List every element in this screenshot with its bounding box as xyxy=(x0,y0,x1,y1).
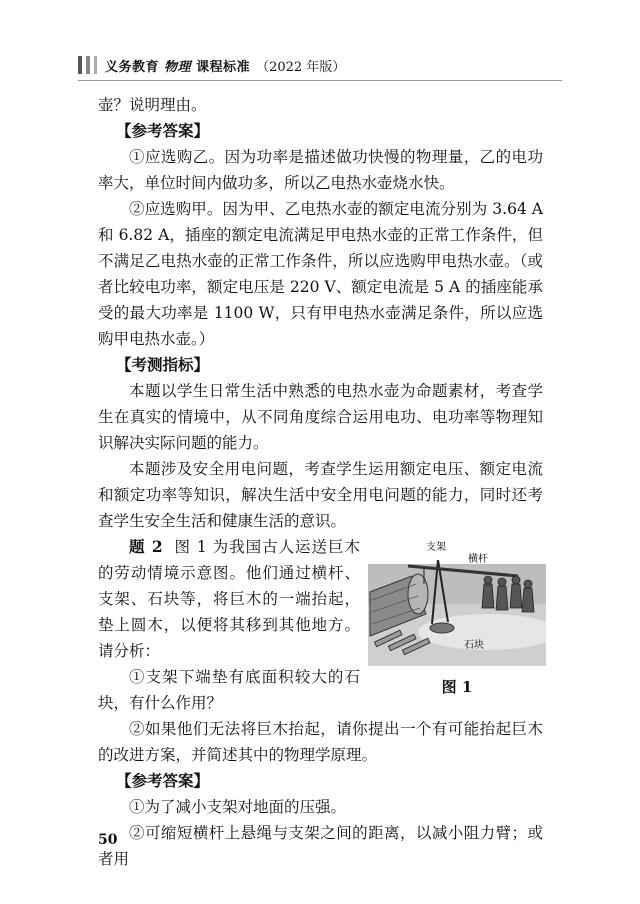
answer-2-1: ①为了减小支架对地面的压强。 xyxy=(129,798,347,816)
para-answer-2: ②应选购甲。因为甲、乙电热水壶的额定电流分别为 3.64 A 和 6.82 A，插座的额定电流满足甲电热水壶的正常工作条件，但不满足乙电热水壶的正常工作条件，所以应选购甲电热水壶。（或者比较电功率，额定电压是 220 V、额定电流是 5 A 的插座能承受的最大功率是 1100 W，只有甲电热水壶满足条件，所以应选购甲电热水壶。） xyxy=(98,200,543,348)
para-indicator-1: 本题以学生日常生活中熟悉的电热水壶为命题素材，考查学生在真实的情境中，从不同角度综合运用电功、电功率等物理知识解决实际问题的能力。 xyxy=(98,382,543,452)
label-lever: 横杆 xyxy=(468,554,488,565)
question-2-block xyxy=(98,534,543,716)
question-2-label: 题 2 xyxy=(129,537,163,556)
answer-2-2: ②可缩短横杆上悬绳与支架之间的距离，以减小阻力臂；或者用 xyxy=(98,824,543,868)
para-answer-1: ①应选购乙。因为功率是描述做功快慢的物理量，乙的电功率大，单位时间内做功多，所以乙电热水壶烧水快。 xyxy=(98,148,543,192)
answer-heading-2: 【参考答案】 xyxy=(116,771,210,790)
header-rule xyxy=(78,80,562,81)
label-support: 支架 xyxy=(426,542,446,553)
indicator-heading: 【考测指标】 xyxy=(116,355,210,374)
running-header xyxy=(78,54,345,76)
question-2-text: 题 2 图 1 为我国古人运送巨木的劳动情境示意图。他们通过横杆、支架、石块等，将巨木的一端抬起，垫上圆木，以便将其移到其他地方。请分析： xyxy=(98,537,361,660)
header-bars-decoration xyxy=(78,56,97,74)
answer-heading: 【参考答案】 xyxy=(116,121,210,140)
header-year: （2022 年版） xyxy=(256,59,346,75)
label-stone: 石块 xyxy=(464,640,484,651)
para-0: 壶？说明理由。 xyxy=(98,96,207,114)
header-title: 义务教育 物理 课程标准 xyxy=(105,59,251,75)
log-transport-illustration xyxy=(368,536,546,666)
question-2-item-1: ①支架下端垫有底面积较大的石块，有什么作用？ xyxy=(98,668,360,712)
para-indicator-2: 本题涉及安全用电问题，考查学生运用额定电压、额定电流和额定功率等知识，解决生活中安全用电问题的能力，同时还考查学生安全生活和健康生活的意识。 xyxy=(98,460,543,530)
question-2-item-2: ②如果他们无法将巨木抬起，请你提出一个有可能抬起巨木的改进方案，并简述其中的物理学原理。 xyxy=(98,720,543,764)
figure-caption: 图 1 xyxy=(441,678,473,696)
page-number: 50 xyxy=(98,832,118,848)
stone-icon xyxy=(430,623,454,633)
page-body xyxy=(98,92,543,872)
